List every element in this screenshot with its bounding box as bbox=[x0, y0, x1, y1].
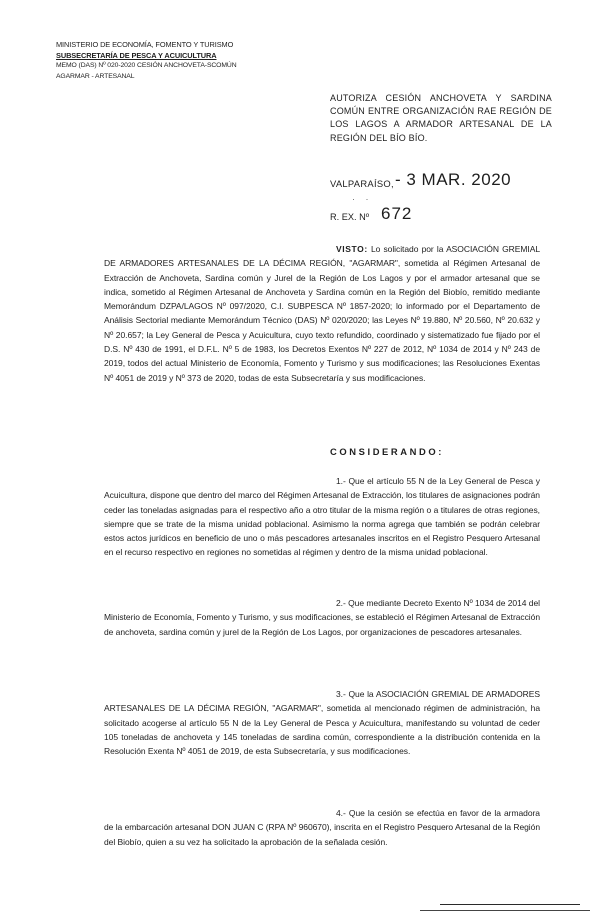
considerando-paragraph-2 bbox=[104, 596, 540, 639]
paragraph-text: 2.- Que mediante Decreto Exento Nº 1034 de 2014 del Ministerio de Economía, Fomento y Turismo, y sus modificaciones, se estableció el Régimen Artesanal de Extracción de anchoveta, sardina común y jurel de la Región de Los Lagos, por organizaciones de pescadores artesanales. bbox=[104, 598, 540, 637]
paragraph-text: 4.- Que la cesión se efectúa en favor de la armadora de la embarcación artesanal DON JUAN C (RPA Nº 960670), inscrita en el Registro Pesquero Artesanal de la Región del Biobío, quien a su vez ha solicitado la aprobación de la señalada cesión. bbox=[104, 808, 540, 847]
considerando-paragraph-4 bbox=[104, 806, 540, 849]
resolution-date: - 3 MAR. 2020 bbox=[395, 170, 512, 189]
subsecretaria-name: SUBSECRETARÍA DE PESCA Y ACUICULTURA bbox=[56, 50, 217, 60]
considerando-paragraph-1 bbox=[104, 474, 540, 560]
paragraph-text: 3.- Que la ASOCIACIÓN GREMIAL DE ARMADORES ARTESANALES DE LA DÉCIMA REGIÓN, "AGARMAR", sometida al mencionado régimen de administración, ha solicitado acogerse al artículo 55 N de la Ley General de Pesca y Acuicultura, manifestando su voluntad de ceder 105 toneladas de anchoveta y 145 toneladas de sardina común, correspondiente a la distribución contenida en la Resolución Exenta Nº 4051 de 2019, de esta Subsecretaría, y sus modificaciones. bbox=[104, 689, 540, 757]
visto-paragraph bbox=[104, 242, 540, 385]
visto-label: VISTO: bbox=[336, 244, 368, 254]
visto-text: Lo solicitado por la ASOCIACIÓN GREMIAL DE ARMADORES ARTESANALES DE LA DÉCIMA REGIÓN, "AGARMAR", sometida al Régimen Artesanal de Extracción de Anchoveta, Sardina común y Jurel de la Región de Los Lagos y por el armador artesanal que se indica, sometido al Régimen Artesanal de Anchoveta y Sardina común en la Región del Biobío, remitido mediante Memorándum DZPA/LAGOS Nº 097/2020, C.I. SUBPESCA Nº 1857-2020; lo informado por el Departamento de Análisis Sectorial mediante Memorándum Técnico (DAS) Nº 020/2020; las Leyes Nº 19.880, Nº 20.560, Nº 20.632 y Nº 20.657; la Ley General de Pesca y Acuicultura, cuyo texto refundido, coordinado y sistematizado fue fijado por el D.S. Nº 430 de 1991, el D.F.L. Nº 5 de 1983, los Decretos Exentos Nº 227 de 2012, Nº 1034 de 2014 y Nº 243 de 2019, todos del actual Ministerio de Economía, Fomento y Turismo y sus modificaciones; las Resoluciones Exentas Nº 4051 de 2019 y Nº 373 de 2020, todas de esta Subsecretaría y sus modificaciones. bbox=[104, 244, 541, 383]
footer-rule-lower bbox=[420, 910, 590, 911]
department-reference: AGARMAR - ARTESANAL bbox=[56, 72, 135, 80]
considerando-paragraph-3 bbox=[104, 687, 540, 758]
resolution-subject: AUTORIZA CESIÓN ANCHOVETA Y SARDINA COMÚN ENTRE ORGANIZACIÓN RAE REGIÓN DE LOS LAGOS A ARMADOR ARTESANAL DE LA REGIÓN DEL BÍO BÍO. bbox=[330, 93, 552, 143]
footer-rule bbox=[440, 904, 580, 905]
stamp-marks: · · bbox=[352, 194, 373, 204]
place-label: VALPARAÍSO, bbox=[330, 178, 394, 189]
ministry-name: MINISTERIO DE ECONOMÍA, FOMENTO Y TURISMO bbox=[56, 40, 234, 49]
document-header bbox=[56, 40, 286, 82]
resolution-number: 672 bbox=[381, 204, 413, 223]
considerando-heading: CONSIDERANDO: bbox=[330, 446, 445, 457]
resolution-number-label: R. EX. Nº bbox=[330, 212, 370, 222]
memo-reference: MEMO (DAS) Nº 020-2020 CESIÓN ANCHOVETA-SCOMÚN bbox=[56, 62, 237, 69]
paragraph-text: 1.- Que el artículo 55 N de la Ley General de Pesca y Acuicultura, dispone que dentro del marco del Régimen Artesanal de Extracción, los titulares de asignaciones podrán ceder las toneladas asignadas para el respectivo año a otro titular de la misma región o a titulares de otras regiones, siempre que se trate de la misma unidad poblacional. Asimismo la norma agrega que también se podrán celebrar estos actos jurídicos en beneficio de uno o más pescadores artesanales inscritos en el Registro Pesquero Artesanal en el recurso respectivo en regiones no sometidas al régimen y dentro de la misma unidad poblacional. bbox=[104, 476, 540, 558]
